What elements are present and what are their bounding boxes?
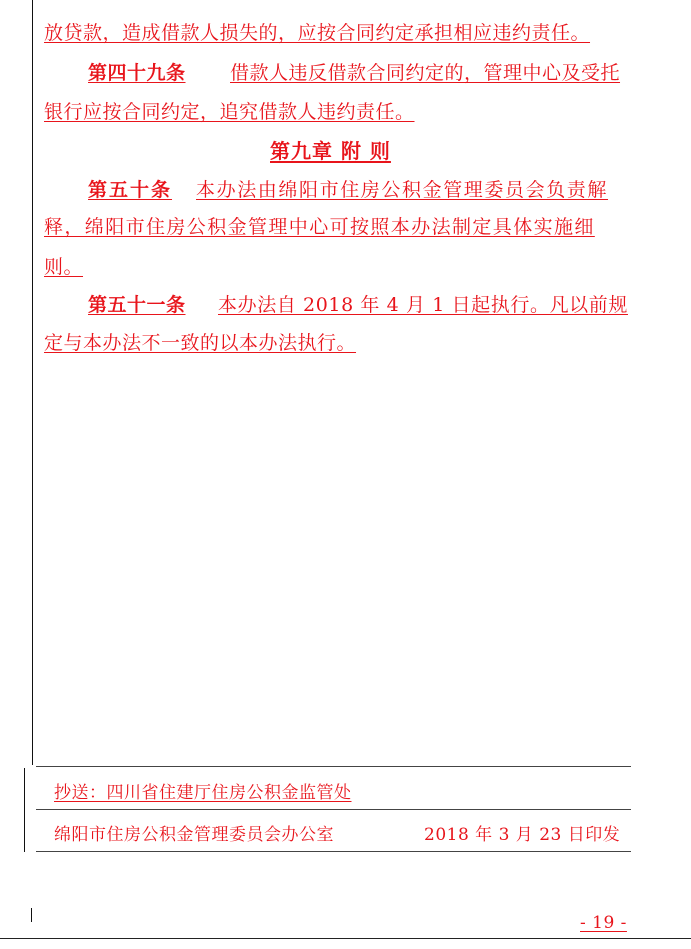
left-margin-line (32, 0, 33, 765)
article-51-title: 第五十一条 (88, 294, 186, 316)
article-49-prev-line: 放贷款，造成借款人损失的，应按合同约定承担相应违约责任。 (44, 22, 591, 44)
page-bottom-edge (0, 938, 691, 939)
article-50-line2: 释，绵阳市住房公积金管理中心可按照本办法制定具体实施细 (44, 216, 595, 238)
article-50-title: 第五十条 (88, 179, 173, 201)
left-margin-mark (31, 908, 32, 922)
article-50-line3: 则。 (44, 256, 84, 278)
issuer-name: 绵阳市住房公积金管理委员会办公室 (54, 825, 334, 845)
article-49-line2: 银行应按合同约定，追究借款人违约责任。 (44, 101, 415, 123)
article-49-text: 借款人违反借款合同约定的，管理中心及受托 (230, 62, 621, 84)
article-49-title: 第四十九条 (88, 62, 186, 84)
article-49-line1 (44, 58, 636, 84)
footer-rule-top (36, 766, 631, 767)
footer-rule-bottom (36, 851, 631, 852)
footer-rule-middle (36, 809, 631, 810)
article-51-line2: 定与本办法不一致的以本办法执行。 (44, 332, 357, 354)
chapter-heading: 第九章 附 则 (270, 139, 391, 163)
cc-line: 抄送：四川省住建厅住房公积金监管处 (54, 783, 352, 803)
article-50-line1: 本办法由绵阳市住房公积金管理委员会负责解 (196, 179, 609, 201)
article-51-line1: 本办法自 2018 年 4 月 1 日起执行。凡以前规 (218, 294, 628, 316)
left-margin-line-lower (24, 768, 25, 852)
page-number: - 19 - (580, 913, 627, 933)
issue-date: 2018 年 3 月 23 日印发 (424, 825, 621, 845)
